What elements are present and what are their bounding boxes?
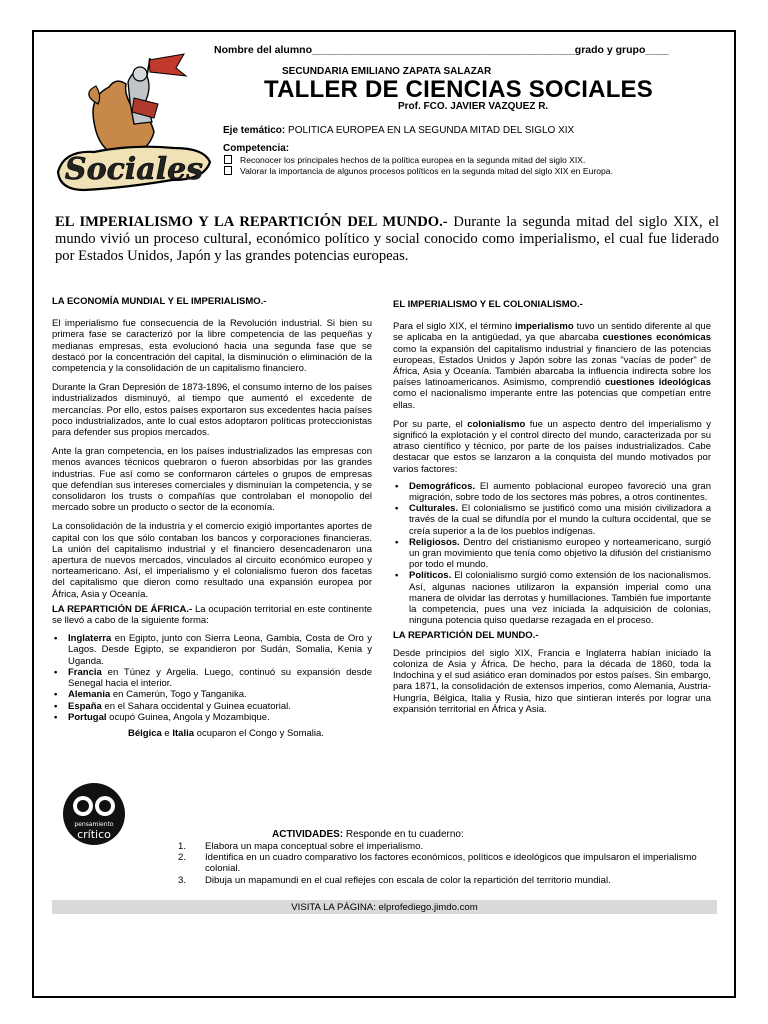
country-name: Inglaterra: [68, 633, 112, 645]
country-name: Portugal: [68, 711, 107, 723]
logo-text: Sociales: [64, 152, 204, 187]
africa-text: La ocupación territorial en este continente se llevó a cabo de la siguiente forma:: [52, 603, 373, 627]
country-name: Alemania: [68, 689, 111, 701]
item-text: El aumento poblacional europeo favoreció una gran migración, sobre todo de los sectores más pobres, a otros continentes.: [409, 480, 711, 504]
intro-paragraph: [55, 214, 719, 265]
intro-text: Durante la segunda mitad del siglo XIX, el mundo vivió un proceso cultural, económico político y social conocido como imperialismo, el cual fue liderado por Estados Unidos, Japón y las grandes potencias europeas.: [55, 214, 720, 264]
sociales-logo: [54, 52, 214, 194]
text-run: cuestiones económicas: [602, 332, 711, 344]
activity-item: [178, 841, 718, 852]
item-text: en Camerún, Togo y Tanganika.: [110, 689, 247, 701]
pensamiento-critico-logo: [56, 782, 132, 846]
text-run: tuvo un sentido diferente al que se aplicaba en la antigüedad, ya que abarcaba: [393, 321, 711, 344]
economia-heading: LA ECONOMÍA MUNDIAL Y EL IMPERIALISMO.-: [52, 296, 267, 307]
item-text: Dentro del cristianismo europeo y norteamericano, surgió un gran movimiento que tenía como objetivo la difusión del cristianismo por todo el mundo.: [409, 536, 711, 571]
item-text: El colonialismo se justificó como una misión civilizadora a través de la cual se difundía por el mundo la cultura occidental, que se creía superior a la de los pueblos indígenas.: [409, 503, 711, 537]
item-text: ocupó Guinea, Angola y Mozambique.: [106, 711, 270, 723]
checkbox-icon: [224, 166, 232, 175]
left-column: [52, 296, 372, 739]
country-name: España: [68, 700, 102, 712]
activity-text: Dibuja un mapamundi en el cual reflejes con escala de color la repartición del territorio mundial.: [205, 874, 611, 886]
school-name: SECUNDARIA EMILIANO ZAPATA SALAZAR: [282, 66, 492, 77]
factor-name: Demográficos.: [409, 480, 475, 492]
right-paragraph: Desde principios del siglo XIX, Francia e Inglaterra habían iniciado la coloniza de Asia y África. De hecho, para la década de 1860, toda la Indochina y el sud asiático eran dominados por estos países. Sin embargo, para 1871, la consolidación de extensos imperios, como Alemania, Austria-Hungría, Bélgica, Italia y Rusia, hizo que sintieran interés por lograr una expansión territorial en África y Asia.: [393, 647, 711, 715]
left-paragraph: Ante la gran competencia, en los países industrializados las empresas con menos avances técnicos quebraron o fueron absorbidas por las grandes industrias. Fue así como se conformaron cárteles o grupos de empresas que defendían sus intereses comerciales y disminuían la competencia, y se consolidaron los trusts o compañías que controlaban el monopolio del mercado sobre un producto o sector de la economía.: [52, 446, 372, 514]
list-item: [393, 481, 711, 503]
africa-list: [52, 633, 372, 723]
activities-label: ACTIVIDADES:: [272, 829, 344, 840]
activities-title: [272, 829, 464, 840]
right-column: [393, 299, 711, 723]
page-title: TALLER DE CIENCIAS SOCIALES: [264, 76, 653, 103]
item-text: El colonialismo surgió como extensión de los nacionalismos. Así, algunas naciones utilizaron la expansión imperial como una manera de olvidar las derrotas y humillaciones. También fue importante la competencia, pues una vez iniciada la adquisición de colonias, ninguna potencia quiso quedarse rezagada en el proceso.: [409, 570, 711, 627]
item-text: en Túnez y Argelia. Luego, continuó su expansión desde Senegal hacia el interior.: [68, 666, 372, 690]
competencia-text: Valorar la importancia de algunos procesos políticos en la segunda mitad del siglo XIX en Europa.: [240, 166, 613, 176]
critico-line1: pensamiento: [74, 821, 114, 828]
factor-name: Culturales.: [409, 503, 459, 515]
eje-value: POLITICA EUROPEA EN LA SEGUNDA MITAD DEL SIGLO XIX: [285, 125, 575, 136]
checkbox-icon: [224, 155, 232, 164]
factor-name: Religiosos.: [409, 536, 460, 548]
item-text: ocuparon el Congo y Somalia.: [194, 727, 324, 739]
text-run: imperialismo: [515, 321, 574, 333]
reparticion-heading: LA REPARTICIÓN DEL MUNDO.-: [393, 630, 539, 642]
intro-title: EL IMPERIALISMO Y LA REPARTICIÓN DEL MUNDO.-: [55, 214, 448, 230]
list-item: [393, 570, 711, 626]
africa-heading: LA REPARTICIÓN DE ÁFRICA.-: [52, 603, 193, 615]
text-run: como el nacionalismo imperante entre las potencias que competían entre ellas.: [393, 388, 711, 411]
text-run: Para el siglo XIX, el término: [393, 321, 516, 333]
list-item: [52, 667, 372, 689]
visit-page-banner: VISITA LA PÁGINA: elprofediego.jimdo.com: [52, 900, 717, 914]
list-item: [393, 503, 711, 537]
country-name: Francia: [68, 666, 102, 678]
item-text: en el Sahara occidental y Guinea ecuatorial.: [101, 700, 291, 712]
activity-number: 2.: [178, 852, 187, 864]
list-item: [52, 689, 372, 700]
left-paragraph: Durante la Gran Depresión de 1873-1896, el consumo interno de los países industrializados disminuyó, al tiempo que aumentó el excedente de mercancías. Por ello, estos países exportaron sus excedentes hacia países poco industrializados, ante lo cual estos adoptaron políticas proteccionistas para defender sus propios mercados.: [52, 382, 372, 439]
factors-list: [393, 481, 711, 627]
critico-line2: crítico: [77, 828, 111, 841]
text-run: fue un aspecto dentro del imperialismo y significó la explotación y el control directo del mundo, caracterizada por su atraso científico y técnico, por parte de los países industrializados. Cabe destacar que estos se lanzaron a la conquista del mundo motivados por varios factores:: [393, 418, 711, 475]
activity-number: 3.: [178, 874, 187, 886]
africa-paragraph: [52, 604, 372, 626]
item-text: e: [161, 727, 173, 739]
competencia-label: Competencia:: [223, 143, 290, 154]
student-name-line: Nombre del alumno_____________________________________________grado y grupo____: [214, 44, 669, 56]
belgica-line: [52, 728, 372, 739]
activity-text: Elabora un mapa conceptual sobre el imperialismo.: [205, 841, 424, 852]
left-paragraph: La consolidación de la industria y el comercio exigió importantes aportes de capital con los que sólo contaban los bancos y corporaciones financieras. La unión del capitalismo industrial y el financiero desencadenaron una apertura de nuevos mercados, vinculados al circuito económico europeo y norteamericano. Así, el imperialismo y el colonialismo fueron dos facetas del capitalismo que dieron como resultado una expansión europea por África, Asia y Oceanía.: [52, 521, 372, 600]
activity-item: [178, 852, 718, 874]
right-paragraph: [393, 419, 711, 475]
eje-tematico: [223, 125, 574, 136]
text-run: colonialismo: [467, 418, 526, 430]
competencia-item: [224, 166, 613, 176]
eje-label: Eje temático:: [223, 125, 286, 136]
competencia-item: [224, 155, 585, 165]
competencia-text: Reconocer los principales hechos de la política europea en la segunda mitad del siglo XIX.: [240, 155, 586, 165]
colonialismo-heading: EL IMPERIALISMO Y EL COLONIALISMO.-: [393, 299, 583, 310]
activity-item: [178, 875, 718, 886]
activities-instruction: Responde en tu cuaderno:: [343, 829, 464, 840]
country-name: Bélgica: [128, 727, 162, 739]
list-item: [52, 701, 372, 712]
text-run: como la expansión del capitalismo industrial y financiero de las potencias europeas, Estados Unidos y Japón sobre las zonas "vacías de poder" de África, Asia y Oceanía. También abarcaba la influencia indirecta sobre los países latinoamericanos. Asimismo, comprendió: [393, 343, 711, 389]
item-text: en Egipto, junto con Sierra Leona, Gambia, Costa de Oro y Lagos. Desde Egipto, se expandieron por Sudán, Somalia, Kenia y Uganda.: [68, 633, 372, 667]
list-item: [393, 537, 711, 571]
left-paragraph: El imperialismo fue consecuencia de la Revolución industrial. Si bien su primera fase se caracterizó por la libre competencia de las pequeñas y medianas empresas, esta evolucionó hacia una segunda fase que se destacó por la concentración del capital, la disminución o eliminación de la competencia y la consolidación de un capitalismo financiero.: [52, 318, 372, 375]
text-run: Por su parte, el: [393, 418, 468, 430]
list-item: [52, 712, 372, 723]
list-item: [52, 633, 372, 667]
activities-list: [178, 841, 718, 886]
activity-text: Identifica en un cuadro comparativo los factores económicos, políticos e ideológicos que impulsaron el imperialismo colonial.: [205, 852, 697, 875]
activity-number: 1.: [178, 841, 187, 852]
country-name: Italia: [172, 727, 195, 739]
professor-name: Prof. FCO. JAVIER VAZQUEZ R.: [398, 101, 549, 112]
text-run: cuestiones ideológicas: [604, 377, 711, 389]
factor-name: Políticos.: [409, 570, 452, 582]
right-paragraph: [393, 321, 711, 411]
